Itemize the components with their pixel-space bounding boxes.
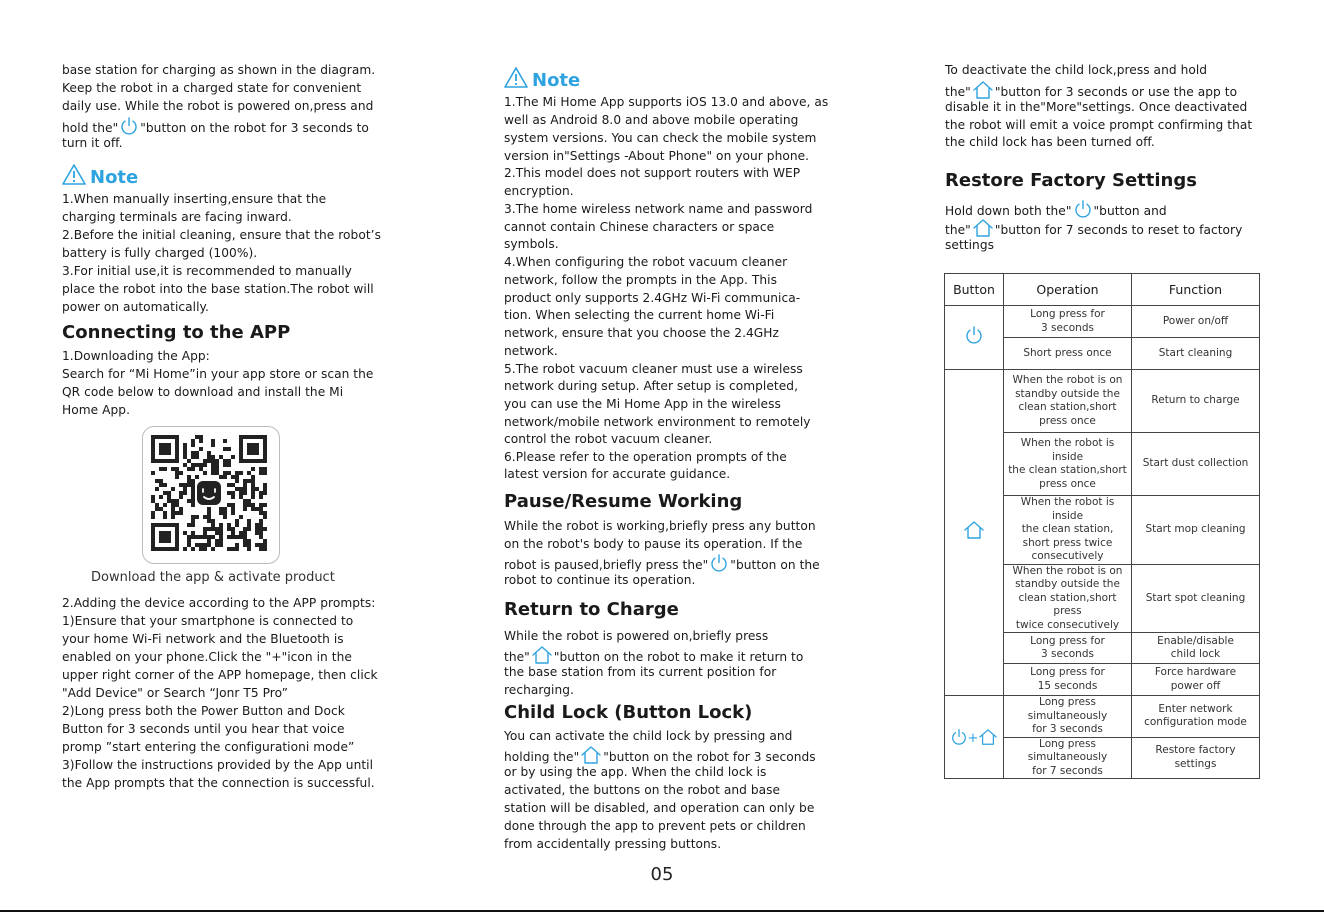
child-line: activated, the buttons on the robot and base <box>504 783 781 797</box>
note-line: well as Android 8.0 and above mobile operating <box>504 113 799 127</box>
header-function: Function <box>1132 274 1260 306</box>
intro-line: base station for charging as shown in the diagram. <box>62 63 376 77</box>
note-line: network. <box>504 344 558 358</box>
table-row <box>945 306 1260 338</box>
qr-code-graphic <box>143 427 279 563</box>
function-cell: Restore factory settings <box>1132 737 1260 779</box>
operation-cell: Long press simultaneously for 3 seconds <box>1004 696 1132 738</box>
function-cell: Enter network configuration mode <box>1132 696 1260 738</box>
note-line: network, follow the prompts in the App. This <box>504 273 778 287</box>
operation-cell: When the robot is on standby outside the clean station,short press once <box>1004 370 1132 433</box>
note-line: encryption. <box>504 184 574 198</box>
note-line: battery is fully charged (100%). <box>62 246 258 260</box>
return-line: While the robot is powered on,briefly press <box>504 629 769 643</box>
child-line: from accidentally pressing buttons. <box>504 837 722 851</box>
app-line: 1.Downloading the App: <box>62 349 210 363</box>
note-line: 3.The home wireless network name and password <box>504 202 813 216</box>
note-line: symbols. <box>504 237 559 251</box>
return-line: recharging. <box>504 683 574 697</box>
note-heading: Note <box>62 163 138 188</box>
note-line: 5.The robot vacuum cleaner must use a wireless <box>504 362 803 376</box>
home-icon <box>580 745 602 765</box>
note-line: network, ensure that you choose the 2.4GHz <box>504 326 779 340</box>
note-line: 1.When manually inserting,ensure that the <box>62 192 327 206</box>
button-operations-table <box>944 273 1260 779</box>
function-cell: Start mop cleaning <box>1132 496 1260 565</box>
operation-cell: When the robot is on standby outside the clean station,short press twice consecutively <box>1004 564 1132 633</box>
note-line: 6.Please refer to the operation prompts of the <box>504 450 787 464</box>
restore-line: Hold down both the" "button and <box>945 199 1167 220</box>
home-icon <box>978 728 998 746</box>
intro-line: daily use. While the robot is powered on,press and <box>62 99 374 113</box>
qr-code <box>142 426 280 564</box>
operation-cell: Long press for 3 seconds <box>1004 306 1132 338</box>
pause-line: on the robot's body to pause its operation. If the <box>504 537 803 551</box>
deactivate-line: the" "button for 3 seconds or use the app to <box>945 80 1237 101</box>
note-line: network during setup. After setup is completed, <box>504 379 798 393</box>
function-cell: Start spot cleaning <box>1132 564 1260 633</box>
note-line: system versions. You can check the mobile system <box>504 131 817 145</box>
home-icon <box>531 645 553 665</box>
function-cell: Enable/disable child lock <box>1132 633 1260 664</box>
step-line: 3)Follow the instructions provided by the App until <box>62 758 374 772</box>
restore-line: settings <box>945 238 995 252</box>
intro-line: turn it off. <box>62 136 123 150</box>
note-line: power on automatically. <box>62 300 209 314</box>
step-line: upper right corner of the APP homepage, then click <box>62 668 378 682</box>
operation-cell: When the robot is inside the clean station, short press twice consecutively <box>1004 496 1132 565</box>
note-line: 2.This model does not support routers with WEP <box>504 166 801 180</box>
button-cell-combo <box>945 696 1004 779</box>
child-line: or by using the app. When the child lock is <box>504 765 767 779</box>
app-line: QR code below to download and install the Mi <box>62 385 344 399</box>
note-line: 1.The Mi Home App supports iOS 13.0 and above, as <box>504 95 829 109</box>
power-icon <box>950 728 968 746</box>
note-line: version in"Settings -About Phone" on your phone. <box>504 149 810 163</box>
function-cell: Start cleaning <box>1132 338 1260 370</box>
note-heading: Note <box>504 66 580 91</box>
page-number: 05 <box>650 864 674 885</box>
note-line: network/mobile network environment to remotely <box>504 415 811 429</box>
step-line: the App prompts that the connection is successful. <box>62 776 375 790</box>
section-title-restore: Restore Factory Settings <box>945 170 1197 191</box>
power-icon <box>119 116 139 136</box>
home-icon <box>972 218 994 238</box>
deactivate-line: To deactivate the child lock,press and hold <box>945 63 1208 77</box>
section-title-app: Connecting to the APP <box>62 322 291 343</box>
operation-cell: Long press simultaneously for 7 seconds <box>1004 737 1132 779</box>
restore-line: the" "button for 7 seconds to reset to factory <box>945 218 1242 239</box>
step-line: 2)Long press both the Power Button and Dock <box>62 704 345 718</box>
note-line: product only supports 2.4GHz Wi-Fi communica- <box>504 291 801 305</box>
function-cell: Return to charge <box>1132 370 1260 433</box>
return-line: the" "button on the robot to make it return to <box>504 645 803 666</box>
combo-plus: + <box>967 730 979 746</box>
child-line: holding the" "button on the robot for 3 seconds <box>504 745 816 766</box>
section-title-pause: Pause/Resume Working <box>504 491 743 512</box>
function-cell: Power on/off <box>1132 306 1260 338</box>
qr-caption: Download the app & activate product <box>91 570 335 585</box>
deactivate-line: disable it in the"More"settings. Once deactivated <box>945 100 1248 114</box>
step-line: promp ”start entering the configurationi mode” <box>62 740 355 754</box>
bottom-rule <box>0 910 1324 912</box>
warning-icon <box>504 66 528 88</box>
app-line: Home App. <box>62 403 130 417</box>
pause-line: While the robot is working,briefly press any button <box>504 519 816 533</box>
note-line: latest version for accurate guidance. <box>504 467 731 481</box>
pause-line: robot is paused,briefly press the" "button on the <box>504 553 820 574</box>
section-title-child-lock: Child Lock (Button Lock) <box>504 702 753 723</box>
function-cell: Force hardware power off <box>1132 664 1260 696</box>
header-operation: Operation <box>1004 274 1132 306</box>
note-line: 3.For initial use,it is recommended to manually <box>62 264 352 278</box>
table-row <box>945 370 1260 433</box>
step-line: Button for 3 seconds until you hear that voice <box>62 722 345 736</box>
note-line: control the robot vacuum cleaner. <box>504 432 713 446</box>
child-line: You can activate the child lock by pressing and <box>504 729 793 743</box>
header-button: Button <box>945 274 1004 306</box>
note-line: 2.Before the initial cleaning, ensure that the robot’s <box>62 228 381 242</box>
table-header-row <box>945 274 1260 306</box>
note-line: tion. When selecting the current home Wi-Fi <box>504 308 775 322</box>
operation-cell: Long press for 3 seconds <box>1004 633 1132 664</box>
function-cell: Start dust collection <box>1132 433 1260 496</box>
step-line: 2.Adding the device according to the APP prompts: <box>62 596 376 610</box>
operation-cell: When the robot is inside the clean station,short press once <box>1004 433 1132 496</box>
button-cell-home <box>945 370 1004 696</box>
step-line: 1)Ensure that your smartphone is connected to <box>62 614 354 628</box>
section-title-return: Return to Charge <box>504 599 679 620</box>
home-icon <box>972 80 994 100</box>
pause-line: robot to continue its operation. <box>504 573 696 587</box>
button-cell-power <box>945 306 1004 370</box>
table-row <box>945 696 1260 738</box>
power-icon <box>1073 199 1093 219</box>
deactivate-line: the child lock has been turned off. <box>945 135 1155 149</box>
home-icon <box>963 520 985 540</box>
note-line: 4.When configuring the robot vacuum cleaner <box>504 255 788 269</box>
step-line: "Add Device" or Search “Jonr T5 Pro” <box>62 686 289 700</box>
warning-icon <box>62 163 86 185</box>
app-line: Search for “Mi Home”in your app store or scan the <box>62 367 374 381</box>
deactivate-line: the robot will emit a voice prompt confirming that <box>945 118 1253 132</box>
child-line: station will be disabled, and operation can only be <box>504 801 815 815</box>
child-line: done through the app to prevent pets or children <box>504 819 806 833</box>
note-line: cannot contain Chinese characters or space <box>504 220 775 234</box>
operation-cell: Long press for 15 seconds <box>1004 664 1132 696</box>
step-line: your home Wi-Fi network and the Bluetooth is <box>62 632 344 646</box>
step-line: enabled on your phone.Click the "+"icon in the <box>62 650 352 664</box>
note-line: place the robot into the base station.The robot will <box>62 282 374 296</box>
power-icon <box>709 553 729 573</box>
intro-line: Keep the robot in a charged state for convenient <box>62 81 362 95</box>
note-line: charging terminals are facing inward. <box>62 210 292 224</box>
power-icon <box>964 325 984 345</box>
return-line: the base station from its current position for <box>504 665 777 679</box>
note-line: you can use the Mi Home App in the wireless <box>504 397 781 411</box>
operation-cell: Short press once <box>1004 338 1132 370</box>
intro-line: hold the" "button on the robot for 3 seconds to <box>62 116 369 137</box>
